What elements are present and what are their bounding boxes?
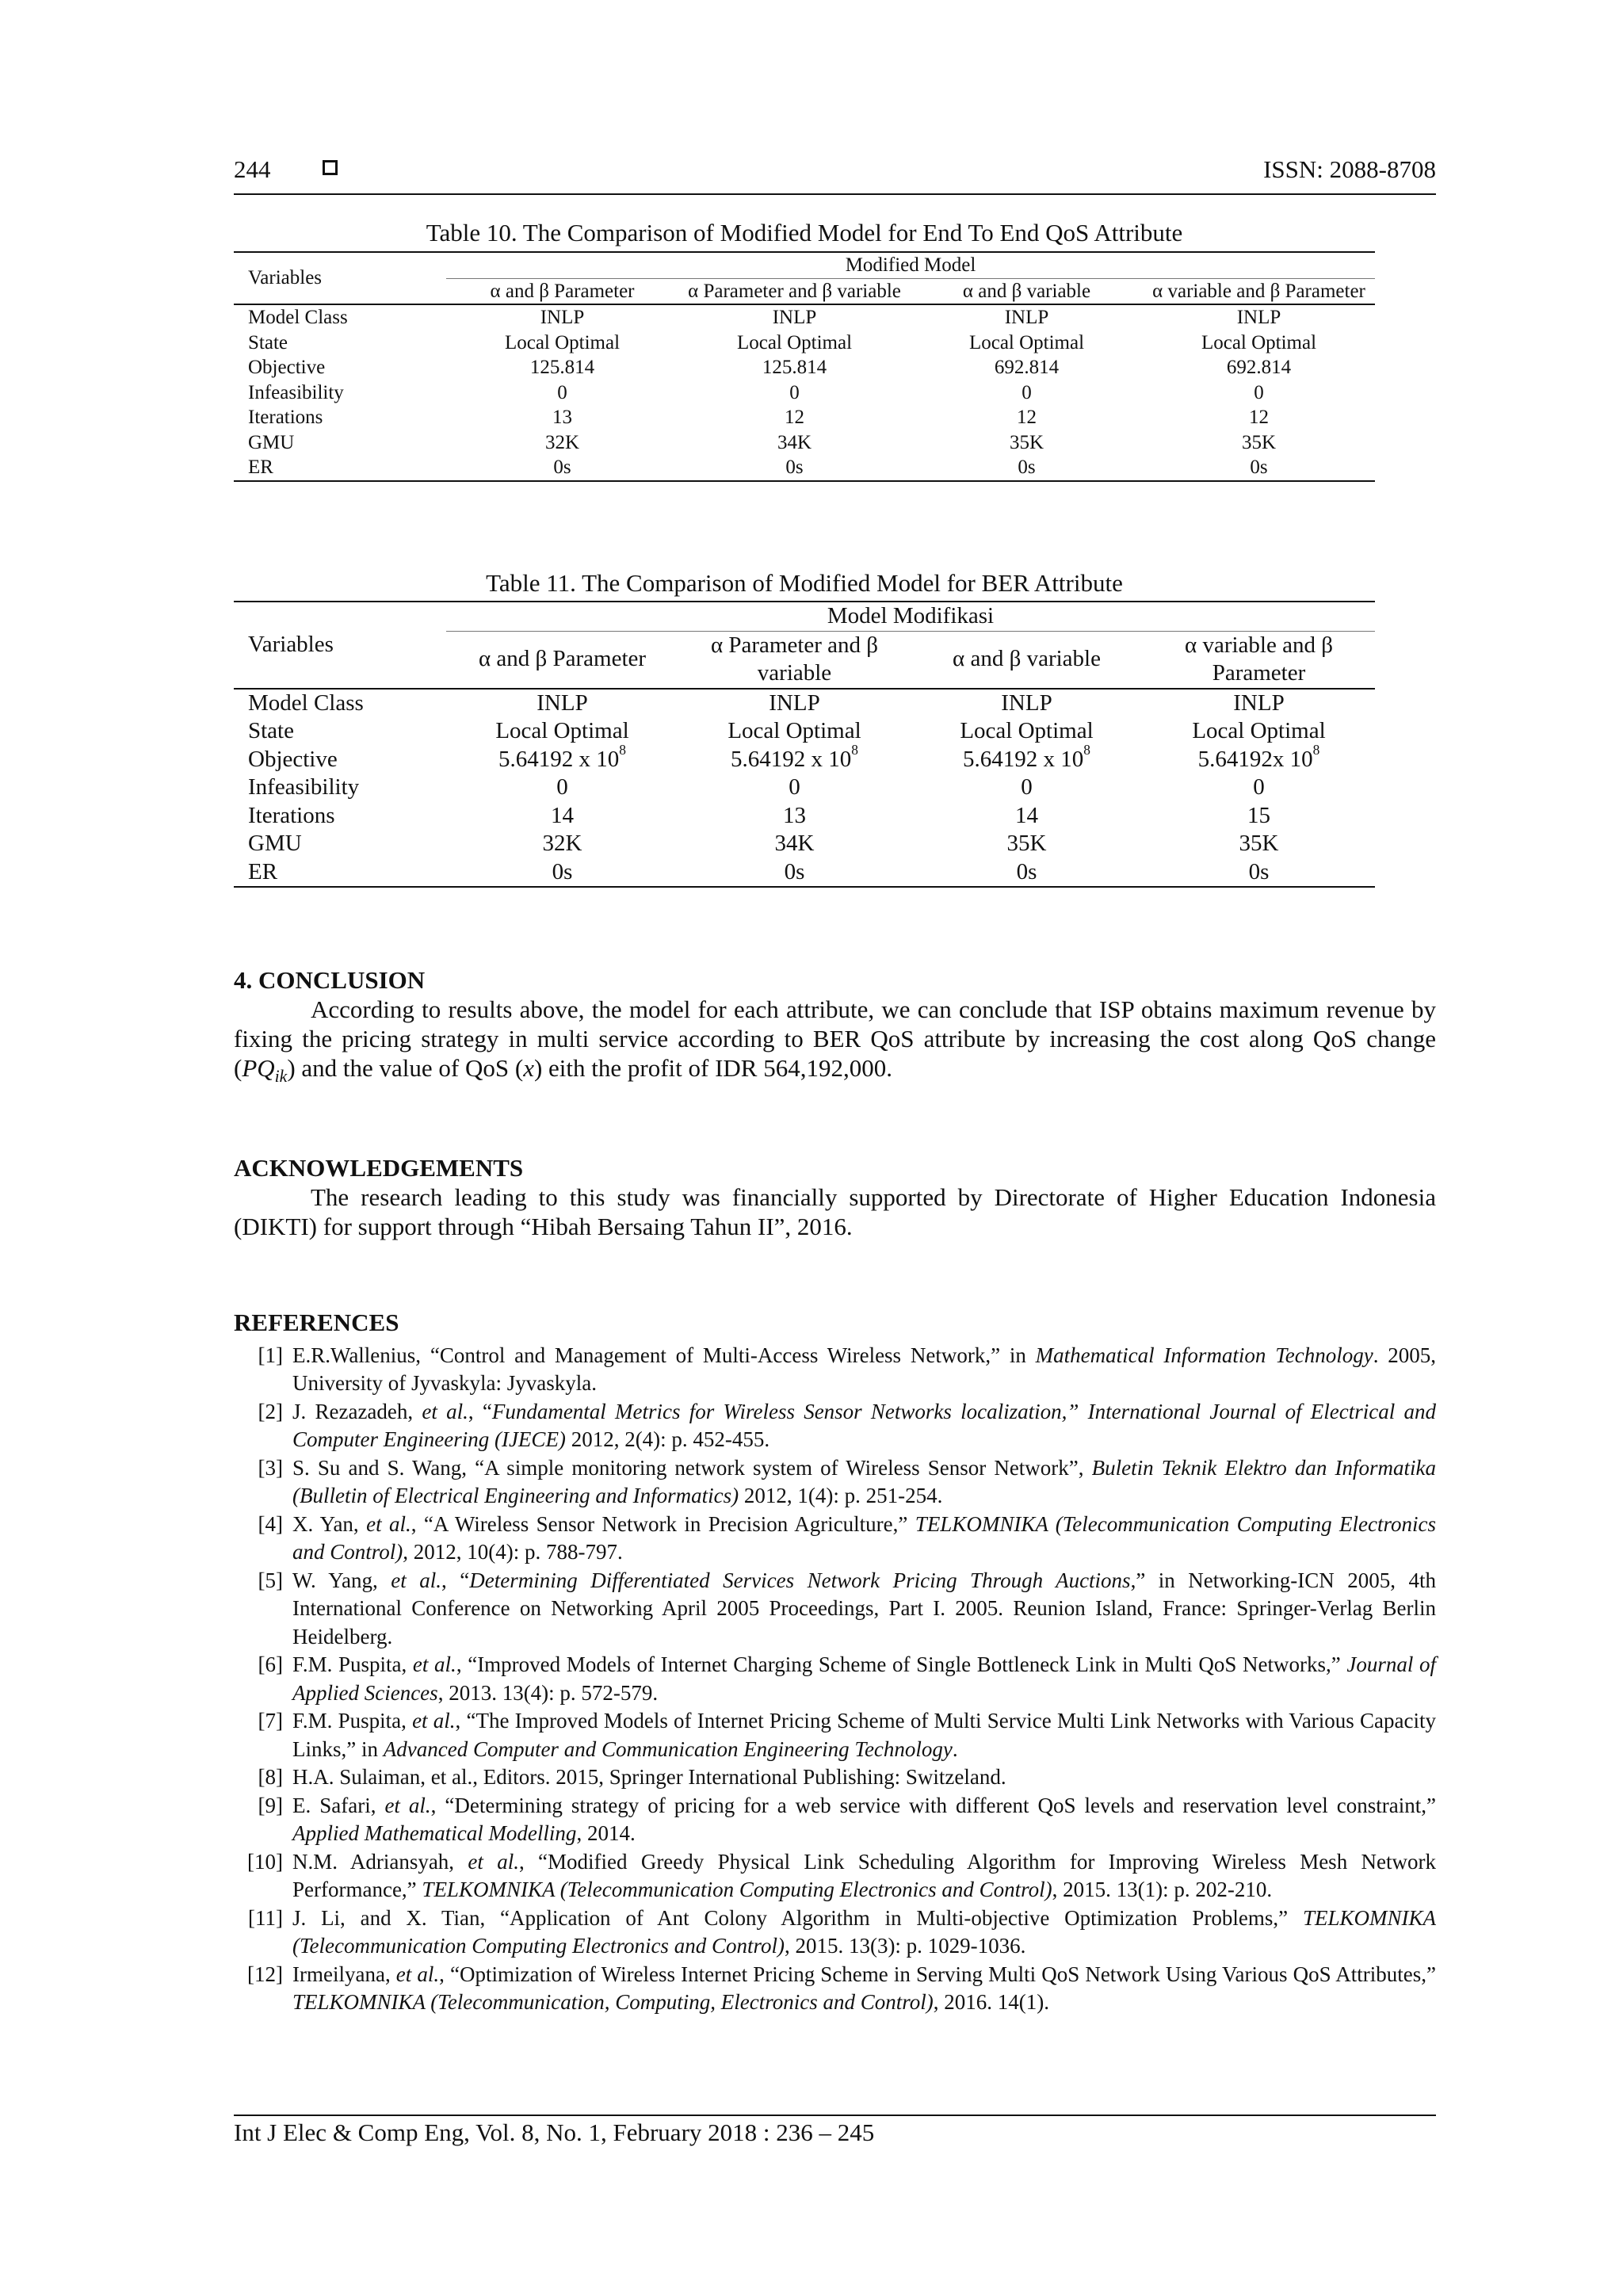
- table-cell: 0s: [911, 858, 1143, 888]
- table-cell: INLP: [1143, 689, 1375, 718]
- table-row: [234, 717, 1375, 746]
- table-cell: 12: [1249, 407, 1269, 428]
- column-header: α variable and β Parameter: [1143, 278, 1375, 304]
- exponent: 8: [1312, 741, 1320, 758]
- reference-number: [4]: [258, 1511, 283, 1536]
- table10-caption: Table 10. The Comparison of Modified Model for End To End QoS Attribute: [426, 219, 1183, 246]
- pq-symbol: PQ: [242, 1054, 275, 1082]
- table-cell: INLP: [911, 304, 1143, 330]
- references-heading: REFERENCES: [234, 1308, 399, 1336]
- table11: [234, 601, 1375, 888]
- column-header: α Parameter and β variable: [678, 631, 911, 689]
- table10: [234, 251, 1375, 482]
- table-row: [234, 304, 1375, 330]
- reference-item: [7] F.M. Puspita, et al., “The Improved Models of Internet Pricing Scheme of Multi Service Multi Link Networks with Various Capacity Links,” in Advanced Computer and Communication Engineering Technology.: [234, 1707, 1436, 1763]
- table-cell: Local Optimal: [1192, 718, 1326, 743]
- footer-rule: [234, 2115, 1436, 2116]
- table-row: [234, 746, 1375, 774]
- row-label: Infeasibility: [248, 381, 344, 403]
- reference-item: [12] Irmeilyana, et al., “Optimization of Wireless Internet Pricing Scheme in Serving Multi QoS Network Using Various QoS Attributes,” TELKOMNIKA (Telecommunication, Computing, Electronics and Control), 2016. 14(1).: [234, 1961, 1436, 2017]
- table-cell: INLP: [1143, 304, 1375, 330]
- table-cell: 0s: [678, 858, 911, 888]
- table-row: [234, 405, 1375, 430]
- table-cell: 692.814: [1226, 357, 1292, 378]
- table-cell: Local Optimal: [495, 718, 629, 743]
- table-cell: 0: [789, 774, 800, 800]
- column-header: α and β variable: [911, 278, 1143, 304]
- table-cell: 0: [557, 381, 567, 403]
- row-label: Objective: [248, 357, 326, 378]
- row-label: Iterations: [248, 802, 335, 828]
- row-label: ER: [234, 455, 446, 481]
- table-row: [234, 330, 1375, 356]
- table-row: [234, 430, 1375, 456]
- reference-number: [2]: [258, 1399, 283, 1423]
- reference-item: [5] W. Yang, et al., “Determining Differentiated Services Network Pricing Through Auctions,” in Networking-ICN 2005, 4th International Conference on Networking April 2005 Proceedings, Part I. 2005. Reunion Island, France: Springer-Verlag Berlin Heidelberg.: [234, 1567, 1436, 1652]
- reference-number: [8]: [258, 1765, 283, 1789]
- reference-number: [10]: [247, 1849, 283, 1874]
- reference-item: [6] F.M. Puspita, et al., “Improved Models of Internet Charging Scheme of Single Bottleneck Link in Multi QoS Networks,” Journal of Applied Sciences, 2013. 13(4): p. 572-579.: [234, 1651, 1436, 1707]
- reference-item: [3] S. Su and S. Wang, “A simple monitoring network system of Wireless Sensor Network”, Buletin Teknik Elektro dan Informatika (Bulletin of Electrical Engineering and Informatics) 2012, 1(4): p. 251-254.: [234, 1454, 1436, 1511]
- table-cell: 125.814: [529, 357, 595, 378]
- column-header: α and β Parameter: [446, 631, 678, 689]
- reference-number: [7]: [258, 1709, 283, 1733]
- acknowledgements-section: [234, 1153, 1436, 1241]
- table-cell: INLP: [678, 304, 911, 330]
- table-cell: 13: [783, 802, 806, 828]
- reference-number: [12]: [247, 1962, 283, 1986]
- table-cell: INLP: [678, 689, 911, 718]
- table-cell: 0s: [678, 455, 911, 481]
- table-cell: 13: [552, 407, 572, 428]
- square-bullet-icon: [323, 160, 338, 175]
- issn-label: ISSN: 2088-8708: [1263, 155, 1436, 183]
- reference-item: [1] E.R.Wallenius, “Control and Management of Multi-Access Wireless Network,” in Mathematical Information Technology. 2005, University of Jyvaskyla: Jyvaskyla.: [234, 1342, 1436, 1398]
- table-cell: 35K: [1006, 831, 1047, 856]
- row-label: Model Class: [234, 304, 446, 330]
- table-row: [234, 380, 1375, 406]
- table-cell: 0: [1253, 774, 1265, 800]
- table-cell: Local Optimal: [968, 331, 1085, 353]
- table-cell: 692.814: [994, 357, 1060, 378]
- table-row: [234, 858, 1375, 888]
- table-cell: 15: [1247, 802, 1270, 828]
- reference-number: [5]: [258, 1568, 283, 1592]
- row-label: Iterations: [248, 407, 323, 428]
- table-row: [234, 774, 1375, 802]
- exponent: 8: [1083, 741, 1090, 758]
- table-row: [234, 355, 1375, 380]
- reference-item: [11] J. Li, and X. Tian, “Application of Ant Colony Algorithm in Multi-objective Optimization Problems,” TELKOMNIKA (Telecommunication Computing Electronics and Control), 2015. 13(3): p. 1029-1036.: [234, 1904, 1436, 1961]
- table-cell: Local Optimal: [736, 331, 853, 353]
- table-cell: 14: [1015, 802, 1038, 828]
- row-label: State: [248, 331, 288, 353]
- group-header: Model Modifikasi: [446, 602, 1375, 631]
- reference-number: [3]: [258, 1455, 283, 1480]
- page-footer: Int J Elec & Comp Eng, Vol. 8, No. 1, February 2018 : 236 – 245: [234, 2118, 875, 2146]
- table-cell: 14: [551, 802, 574, 828]
- reference-number: [9]: [258, 1793, 283, 1817]
- table-cell: INLP: [446, 689, 678, 718]
- exponent: 8: [851, 741, 858, 758]
- table11-caption: Table 11. The Comparison of Modified Model for BER Attribute: [486, 569, 1123, 597]
- table-cell: 0: [1254, 381, 1264, 403]
- table-cell: 0: [556, 774, 568, 800]
- x-variable: x: [523, 1054, 534, 1082]
- table-cell: 125.814: [762, 357, 827, 378]
- references-section: [234, 1308, 1436, 2017]
- reference-item: [10] N.M. Adriansyah, et al., “Modified Greedy Physical Link Scheduling Algorithm for Improving Wireless Mesh Network Performance,” TELKOMNIKA (Telecommunication Computing Electronics and Control), 2015. 13(1): p. 202-210.: [234, 1848, 1436, 1904]
- acknowledgements-heading: ACKNOWLEDGEMENTS: [234, 1154, 524, 1182]
- column-header: α and β Parameter: [446, 278, 678, 304]
- table-cell: 35K: [1239, 831, 1279, 856]
- table-cell: 5.64192 x $10^8$: [963, 741, 1090, 772]
- reference-number: [1]: [258, 1343, 283, 1367]
- header-rule: [234, 193, 1436, 195]
- column-header: α variable and β Parameter: [1143, 631, 1375, 689]
- row-label: GMU: [248, 831, 302, 856]
- row-label: GMU: [248, 431, 295, 453]
- reference-item: [4] X. Yan, et al., “A Wireless Sensor Network in Precision Agriculture,” TELKOMNIKA (Telecommunication Computing Electronics and Control), 2012, 10(4): p. 788-797.: [234, 1511, 1436, 1567]
- conclusion-heading: 4. CONCLUSION: [234, 966, 426, 994]
- table-cell: 0s: [911, 455, 1143, 481]
- table-row: [234, 830, 1375, 858]
- row-label: ER: [234, 858, 446, 888]
- variables-header: Variables: [234, 252, 446, 304]
- reference-number: [6]: [258, 1652, 283, 1676]
- table-cell: Local Optimal: [727, 718, 861, 743]
- table-row: [234, 802, 1375, 831]
- table-cell: INLP: [446, 304, 678, 330]
- table-cell: 5.64192x $10^8$: [1197, 741, 1320, 772]
- table-cell: Local Optimal: [504, 331, 621, 353]
- page-header: [234, 155, 1436, 187]
- conclusion-paragraph: According to results above, the model for each attribute, we can conclude that ISP obtains maximum revenue by fixing the pricing strategy in multi service according to BER QoS attribute by increasing the cost along QoS change $(PQ_{ik})$ and the value of QoS (x) eith the profit of IDR 564,192,000.: [234, 995, 1436, 1087]
- exponent: 8: [619, 741, 626, 758]
- reference-number: [11]: [248, 1905, 283, 1930]
- table-cell: 35K: [1241, 431, 1277, 453]
- table-row: [234, 455, 1375, 481]
- table-cell: 0s: [1143, 858, 1375, 888]
- table-cell: 12: [785, 407, 804, 428]
- row-label: State: [248, 718, 294, 743]
- reference-item: [2] J. Rezazadeh, et al., “Fundamental Metrics for Wireless Sensor Networks localization,” International Journal of Electrical and Computer Engineering (IJECE) 2012, 2(4): p. 452-455.: [234, 1398, 1436, 1454]
- table10-body: [234, 304, 1375, 481]
- table-cell: 0: [1022, 381, 1032, 403]
- table-cell: Local Optimal: [960, 718, 1094, 743]
- table-cell: 0s: [446, 858, 678, 888]
- table-cell: 32K: [544, 431, 580, 453]
- row-label: Infeasibility: [248, 774, 360, 800]
- table-cell: 0: [789, 381, 800, 403]
- table-cell: 5.64192 x $10^8$: [731, 741, 858, 772]
- table-cell: 5.64192 x $10^8$: [498, 741, 626, 772]
- table-cell: 0s: [1143, 455, 1375, 481]
- acknowledgements-paragraph: The research leading to this study was financially supported by Directorate of Higher Education Indonesia (DIKTI) for support through “Hibah Bersaing Tahun II”, 2016.: [234, 1183, 1436, 1240]
- table11-body: [234, 689, 1375, 888]
- table-cell: 34K: [777, 431, 812, 453]
- table-cell: 32K: [542, 831, 582, 856]
- reference-item: [8] H.A. Sulaiman, et al., Editors. 2015, Springer International Publishing: Switzeland.: [234, 1763, 1436, 1792]
- table-cell: 0s: [446, 455, 678, 481]
- reference-list: [234, 1342, 1436, 2017]
- table-cell: 34K: [774, 831, 815, 856]
- table-row: [234, 689, 1375, 718]
- table-cell: 35K: [1009, 431, 1044, 453]
- table-cell: 0: [1021, 774, 1033, 800]
- conclusion-section: [234, 965, 1436, 1091]
- variables-header: Variables: [234, 602, 446, 689]
- group-header: Modified Model: [446, 252, 1375, 278]
- table-cell: Local Optimal: [1201, 331, 1317, 353]
- table-cell: 12: [1017, 407, 1037, 428]
- column-header: α Parameter and β variable: [678, 278, 911, 304]
- reference-item: [9] E. Safari, et al., “Determining strategy of pricing for a web service with different QoS levels and reservation level constraint,” Applied Mathematical Modelling, 2014.: [234, 1792, 1436, 1848]
- table-cell: INLP: [911, 689, 1143, 718]
- row-label: Objective: [248, 746, 338, 772]
- row-label: Model Class: [234, 689, 446, 718]
- column-header: α and β variable: [911, 631, 1143, 689]
- page-number: 244: [234, 155, 271, 183]
